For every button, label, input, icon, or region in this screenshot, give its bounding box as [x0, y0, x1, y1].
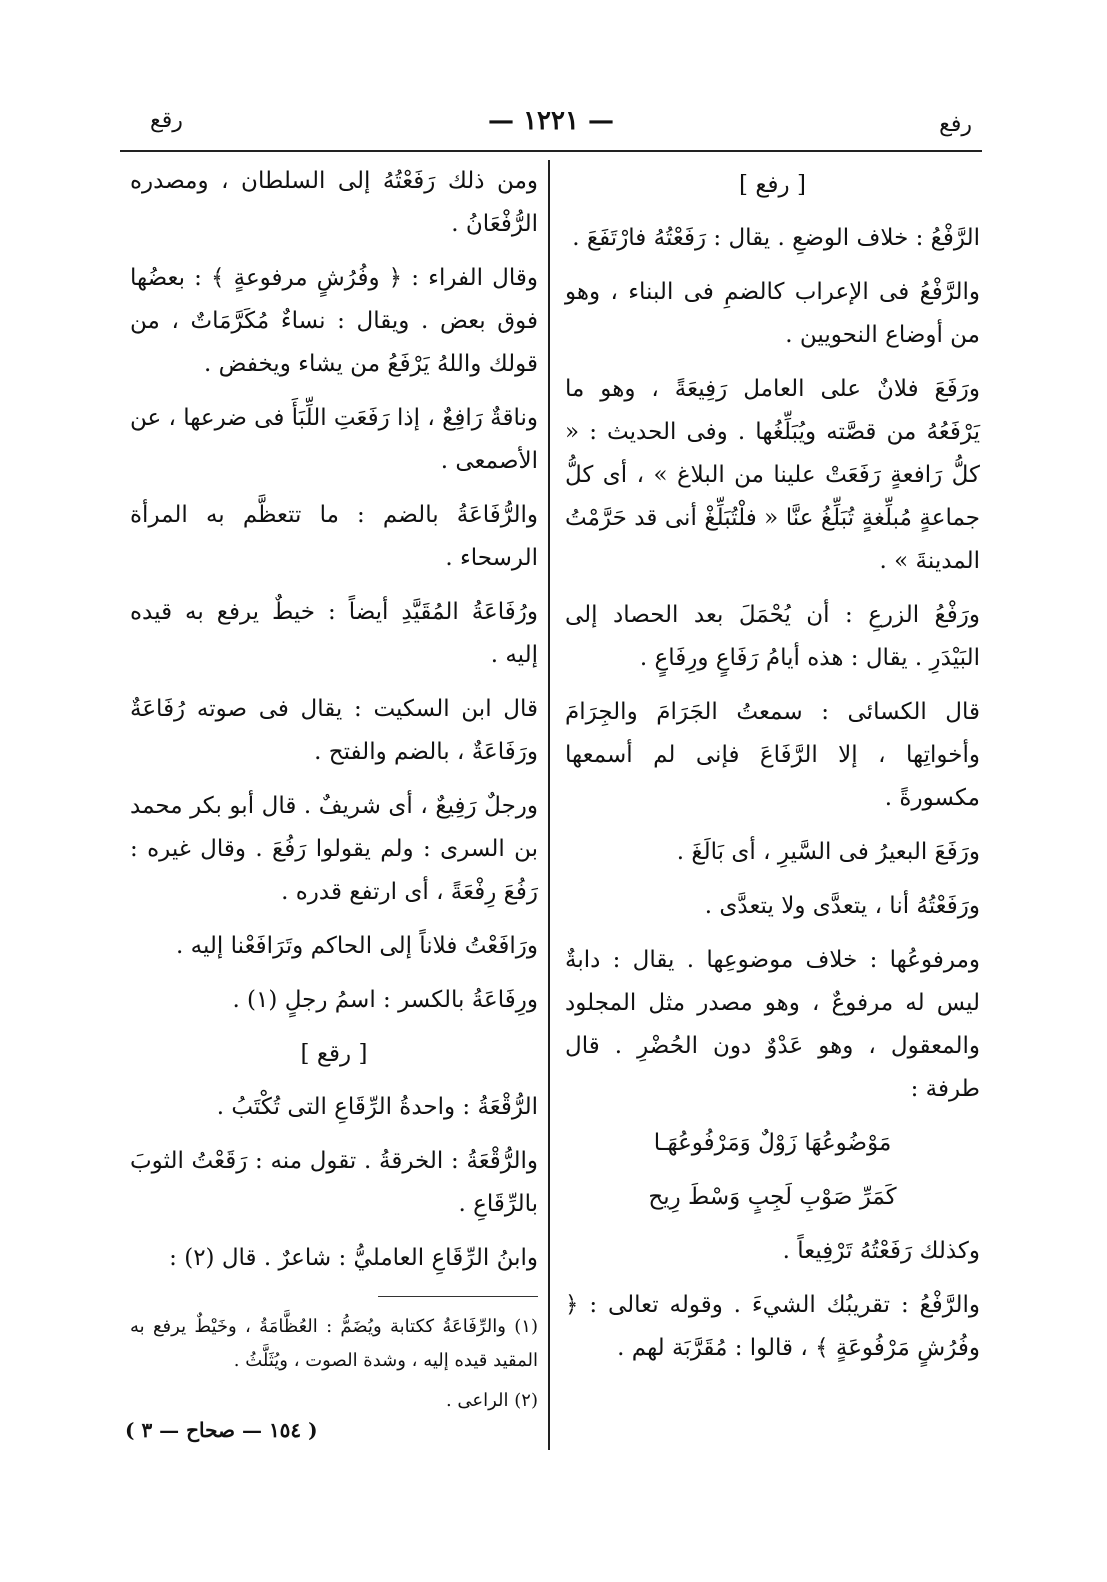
paragraph: وقال الفراء : ﴿ وفُرُشٍ مرفوعةٍ ﴾ : بعضُها فوق بعض . ويقال : نساءٌ مُكَرَّمَاتٌ ، من قولك واللهُ يَرْفَعُ من يشاء ويخفض .	[130, 265, 538, 377]
paragraph: ورَافَعْتُ فلاناً إلى الحاكم وتَرَافَعْنا إليه .	[176, 933, 538, 959]
paragraph: الرُّقْعَةُ : واحدةُ الرِّقَاعِ التى تُكْتَبُ .	[216, 1094, 538, 1120]
header-left-word: رقع	[150, 108, 183, 133]
entry-heading-rafa: [ رفع ]	[739, 172, 806, 198]
header-right-word: رفع	[939, 112, 972, 137]
paragraph: ومن ذلك رَفَعْتُهُ إلى السلطان ، ومصدره الرُّفْعَانُ .	[130, 168, 538, 237]
paragraph: والرُّقْعَةُ : الخرقةُ . تقول منه : رَقَعْتُ الثوبَ بالرِّقَاعِ .	[130, 1148, 538, 1217]
paragraph: الرَّفْعُ : خلاف الوضعِ . يقال : رَفَعْتُهُ فارْتَفَعَ .	[572, 225, 980, 251]
left-column	[130, 160, 538, 1291]
paragraph: ورِفَاعَةُ بالكسر : اسمُ رجلٍ (١) .	[232, 987, 538, 1013]
paragraph: وكذلك رَفَعْتُهُ تَرْفِيعاً .	[782, 1238, 980, 1264]
entry-heading-raqa: [ رقع ]	[300, 1041, 368, 1067]
paragraph: ورجلٌ رَفِيعٌ ، أى شريفٌ . قال أبو بكر محمد بن السرى : ولم يقولوا رَفُعَ . وقال غيره : رَفُعَ رِفْعَةً ، أى ارتفع قدره .	[130, 793, 538, 905]
footnotes	[130, 1310, 538, 1424]
paragraph: ورَفْعُ الزرعِ : أن يُحْمَلَ بعد الحصاد إلى البَيْدَرِ . يقال : هذه أيامُ رَفَاعٍ ورِفَاعٍ .	[565, 602, 980, 671]
verse-line: مَوْضُوعُهَا زَوْلٌ وَمَرْفُوعُهَـا	[653, 1130, 892, 1156]
paragraph: قال ابن السكيت : يقال فى صوته رُفَاعَةٌ ورَفَاعَةٌ ، بالضم والفتح .	[130, 696, 538, 765]
verse-line: كَمَرِّ صَوْبِ لَجِبٍ وَسْطَ رِيح	[648, 1184, 897, 1210]
paragraph: ورَفَعَ فلانٌ على العامل رَفِيعَةً ، وهو ما يَرْفَعُهُ من قصَّته ويُبَلِّغُها . وفى الحديث : « كلُّ رَافعةٍ رَفَعَتْ علينا من البلاغ » ، أى كلُّ جماعةٍ مُبلِّغةٍ تُبَلِّغُ عنَّا « فلْتُبَلِّغْ أنى قد حَرَّمْتُ المدينةَ » .	[565, 376, 980, 574]
footnote-rule	[378, 1296, 538, 1297]
footnote-2: (٢) الراعى .	[445, 1390, 538, 1411]
page-header	[120, 100, 982, 146]
paragraph: والرَّفْعُ : تقريبُك الشيءَ . وقوله تعالى : ﴿ وفُرُشٍ مَرْفُوعَةٍ ﴾ ، قالوا : مُقَرَّبَة لهم .	[565, 1292, 980, 1361]
paragraph: قال الكسائى : سمعتُ الجَرَامَ والجِرَامَ وأخواتِها ، إلا الرَّفَاعَ فإنى لم أسمعها مكسورةً .	[565, 699, 980, 811]
column-divider	[548, 160, 550, 1450]
paragraph: ورَفَعَ البعيرُ فى السَّيرِ ، أى بَالَغَ .	[676, 839, 980, 865]
page-number: — ١٢٢١ —	[488, 106, 614, 136]
printer-signature: ( ١٥٤ — صحاح — ٣ )	[125, 1418, 318, 1442]
header-rule	[120, 150, 982, 152]
paragraph: والرَّفْعُ فى الإعراب كالضمِ فى البناء ، وهو من أوضاع النحويين .	[565, 279, 980, 348]
paragraph: وناقةٌ رَافِعٌ ، إذا رَفَعَتِ اللِّبَأَ فى ضرعها ، عن الأصمعى .	[130, 405, 538, 474]
paragraph: وابنُ الرِّقَاعِ العامليُّ : شاعرٌ . قال (٢) :	[169, 1245, 538, 1271]
paragraph: ورُفَاعَةُ المُقَيَّدِ أيضاً : خيطٌ يرفع به قيده إليه .	[130, 599, 538, 668]
paragraph: ورَفَعْتُهُ أنا ، يتعدَّى ولا يتعدَّى .	[704, 893, 980, 919]
paragraph: ومرفوعُها : خلاف موضوعِها . يقال : دابةٌ ليس له مرفوعٌ ، وهو مصدر مثل المجلود والمعقول ، وهو عَدْوٌ دون الحُضْرِ . قال طرفة :	[565, 947, 980, 1102]
right-column	[565, 160, 980, 1381]
paragraph: والرُّفَاعَةُ بالضم : ما تتعظَّم به المرأة الرسحاء .	[130, 502, 538, 571]
footnote-1: (١) والرِّفَاعَةُ ككتابة ويُضَمُّ : العُظَّامَةُ ، وخَيْطٌ يرفع به المقيد قيده إليه ، وشدة الصوت ، ويُثَلَّثُ .	[130, 1316, 538, 1371]
